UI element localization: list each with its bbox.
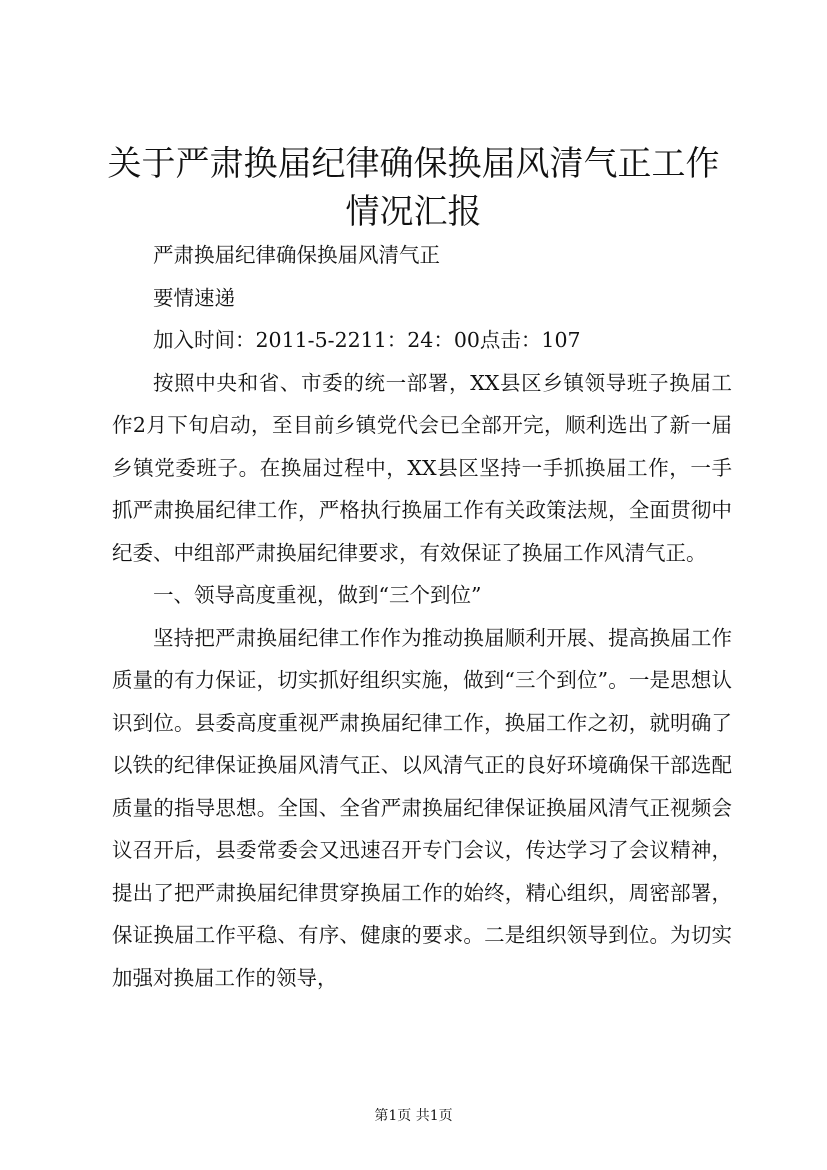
section-paragraph: 坚持把严肃换届纪律工作作为推动换届顺利开展、提高换届工作质量的有力保证，切实抓好组织实施，做到“三个到位”。一是思想认识到位。县委高度重视严肃换届纪律工作，换届工作之初，就明确了以铁的纪律保证换届风清气正、以风清气正的良好环境确保干部选配质量的指导思想。全国、全省严肃换届纪律保证换届风清气正视频会议召开后，县委常委会又迅速召开专门会议，传达学习了会议精神，提出了把严肃换届纪律贯穿换届工作的始终，精心组织，周密部署，保证换届工作平稳、有序、健康的要求。二是组织领导到位。为切实加强对换届工作的领导， — [112, 625, 732, 990]
intro-paragraph: 按照中央和省、市委的统一部署，XX县区乡镇领导班子换届工作2月下旬启动，至目前乡镇党代会已全部开完，顺利选出了新一届乡镇党委班子。在换届过程中，XX县区坚持一手抓换届工作，一手抓严肃换届纪律工作，严格执行换届工作有关政策法规，全面贯彻中纪委、中组部严肃换届纪律要求，有效保证了换届工作风清气正。 — [112, 370, 732, 565]
page-footer: 第1页 共1页 — [374, 1108, 453, 1124]
publish-info-line: 加入时间：2011-5-2211：24：00点击：107 — [153, 328, 581, 352]
document-title: 关于严肃换届纪律确保换届风清气正工作情况汇报 — [107, 144, 720, 232]
source-line: 要情速递 — [153, 285, 235, 310]
document-body — [112, 234, 732, 999]
section-heading: 一、领导高度重视，做到“三个到位” — [153, 583, 482, 607]
subtitle-line: 严肃换届纪律确保换届风清气正 — [153, 243, 440, 267]
